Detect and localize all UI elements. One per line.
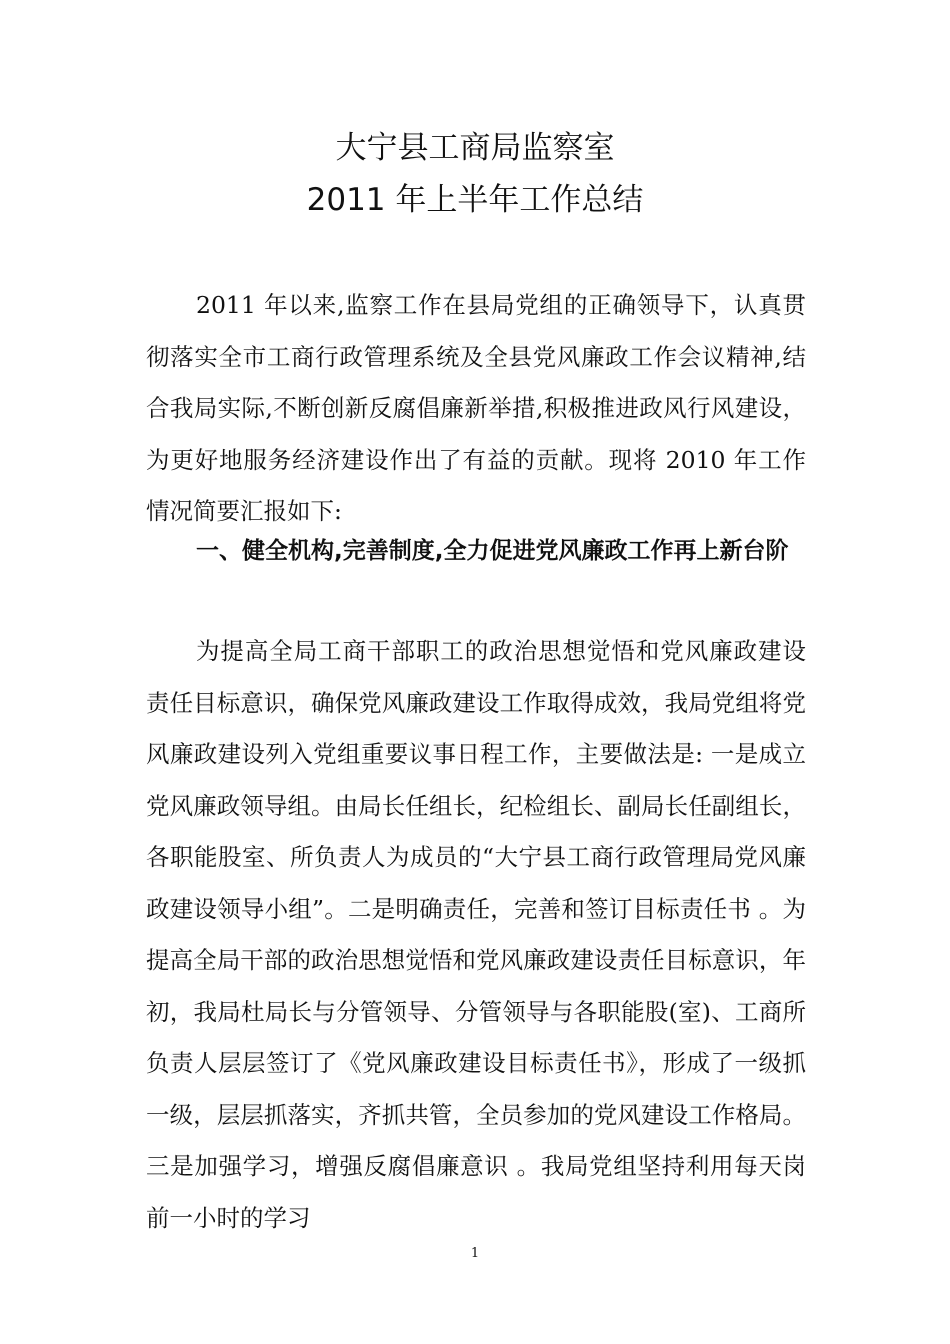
page-number: 1	[470, 1246, 480, 1261]
intro-paragraph: 2011 年以来,监察工作在县局党组的正确领导下，认真贯彻落实全市工商行政管理系统及全县党风廉政工作会议精神,结合我局实际,不断创新反腐倡廉新举措,积极推进政风行风建设，为更好地服务经济建设作出了有益的贡献。现将 2010 年工作情况简要汇报如下:	[146, 291, 806, 525]
section-heading: 一、健全机构,完善制度,全力促进党风廉政工作再上新台阶	[196, 538, 789, 564]
document-title-line2: 2011 年上半年工作总结	[306, 182, 644, 218]
section-paragraph: 为提高全局工商干部职工的政治思想觉悟和党风廉政建设责任目标意识，确保党风廉政建设工作取得成效，我局党组将党风廉政建设列入党组重要议事日程工作，主要做法是: 一是成立党风廉政领导组。由局长任组长，纪检组长、副局长任副组长，各职能股室、所负责人为成员的“大宁县工商行政管理局党风廉政建设领导小组”。二是明确责任，完善和签订目标责任书 。为提高全局干部的政治思想觉悟和党风廉政建设责任目标意识，年初，我局杜局长与分管领导、分管领导与各职能股(室)、工商所负责人层层签订了《党风廉政建设目标责任书》，形成了一级抓一级，层层抓落实，齐抓共管，全员参加的党风建设工作格局。三是加强学习，增强反腐倡廉意识 。我局党组坚持利用每天岗前一小时的学习	[146, 637, 806, 1232]
document-title-line1: 大宁县工商局监察室	[335, 130, 615, 166]
